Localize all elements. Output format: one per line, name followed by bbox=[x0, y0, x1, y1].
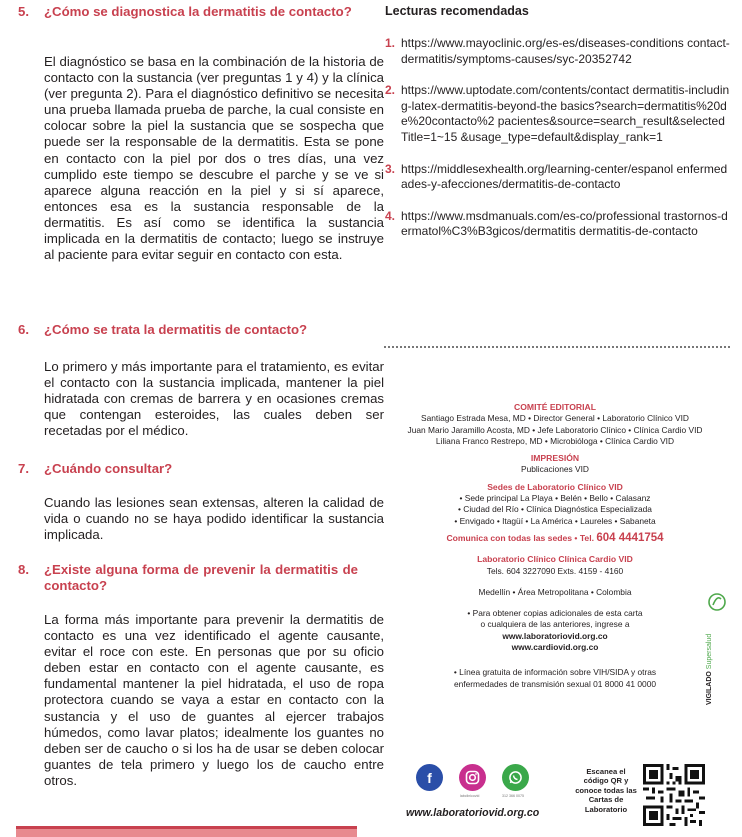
copies-line: o cualquiera de las anteriores, ingrese a bbox=[480, 619, 630, 630]
reference-item[interactable] bbox=[385, 162, 730, 193]
question-title: ¿Cómo se diagnostica la dermatitis de contacto? bbox=[44, 4, 352, 19]
sedes-line: • Ciudad del Río • Clínica Diagnóstica Especializada bbox=[458, 504, 652, 515]
sedes-heading: Sedes de Laboratorio Clínico VID bbox=[487, 481, 623, 492]
reference-item[interactable] bbox=[385, 209, 730, 240]
whatsapp-number: 312 366 0075 bbox=[502, 794, 524, 798]
supersalud-label: Supersalud bbox=[706, 633, 713, 670]
question-7 bbox=[18, 461, 358, 477]
question-title: ¿Existe alguna forma de prevenir la dermatitis de contacto? bbox=[44, 562, 358, 593]
location: Medellín • Área Metropolitana • Colombia bbox=[478, 586, 632, 597]
website-link[interactable]: www.cardiovid.org.co bbox=[511, 642, 599, 653]
question-number: 5. bbox=[18, 4, 29, 19]
editorial-line: Liliana Franco Restrepo, MD • Microbióloga • Clínica Cardio VID bbox=[435, 435, 675, 446]
reference-link[interactable]: https://middlesexhealth.org/learning-center/espanol enfermedades-y-afecciones/dermatitis-de-contacto bbox=[401, 161, 728, 192]
reference-number: 4. bbox=[385, 208, 396, 223]
answer-8: La forma más importante para prevenir la dermatitis de contacto es una vez identificado el agente causante, evitar el roce con este. En personas que por su oficio deben estar en contacto con el agente causante, es fundamental mantener la piel hidratada, el uso de ropa protectora cuando se vaya a estar en contacto con la sustancia y el uso de guantes al ejercer trabajos húmedos, como lavar platos; idealmente los guantes no deben ser de caucho o si los ha de usar se deben colocar guantes de tela primero y luego los de caucho entre otros. bbox=[44, 612, 384, 788]
vigilado-label: VIGILADO bbox=[706, 671, 713, 705]
phone-number[interactable]: 604 4441754 bbox=[596, 531, 664, 544]
question-number: 8. bbox=[18, 562, 29, 577]
reference-number: 3. bbox=[385, 161, 396, 176]
vigilado-supersalud bbox=[706, 634, 713, 705]
reference-link[interactable]: https://www.mayoclinic.org/es-es/diseases-conditions contact-dermatitis/symptoms-causes/syc-20352742 bbox=[401, 36, 730, 66]
copies-line: • Para obtener copias adicionales de esta carta bbox=[467, 608, 643, 619]
phone-prefix: Comunica con todas las sedes • Tel. bbox=[446, 532, 594, 543]
website-link[interactable]: www.laboratoriovid.org.co bbox=[502, 630, 608, 641]
print-value: Publicaciones VID bbox=[521, 464, 589, 475]
qr-caption: Escanea el código QR y conoce todas las Cartas de Laboratorio bbox=[575, 767, 637, 814]
qr-code-icon[interactable] bbox=[643, 764, 705, 826]
answer-7: Cuando las lesiones sean extensas, alteren la calidad de vida o cuando no se haya podido identificar la sustancia implicada. bbox=[44, 495, 384, 543]
print-heading: IMPRESIÓN bbox=[530, 453, 580, 464]
hotline-line: enfermedades de transmisión sexual 01 8000 41 0000 bbox=[453, 678, 657, 689]
references-section bbox=[385, 4, 730, 256]
facebook-icon[interactable]: f bbox=[416, 764, 443, 791]
answer-6: Lo primero y más importante para el tratamiento, es evitar el contacto con la sustancia implicada, mantener la piel hidratada con cremas de barrera y en ocasiones cremas que contengan esteroides, las cuales deben ser recetadas por el médico. bbox=[44, 359, 384, 439]
dotted-divider bbox=[384, 346, 730, 348]
footer-website[interactable]: www.laboratoriovid.org.co bbox=[406, 807, 540, 819]
reference-link[interactable]: https://www.msdmanuals.com/es-co/professional trastornos-dermatol%C3%B3gicos/dermatitis dermatitis-de-contacto bbox=[401, 208, 728, 239]
reference-item[interactable] bbox=[385, 83, 730, 145]
social-links bbox=[412, 764, 557, 798]
editorial-line: Santiago Estrada Mesa, MD • Director General • Laboratorio Clínico VID bbox=[421, 413, 689, 424]
question-5 bbox=[18, 4, 358, 20]
reference-number: 2. bbox=[385, 83, 396, 98]
editorial-heading: COMITÉ EDITORIAL bbox=[514, 402, 596, 412]
phone-line bbox=[395, 533, 715, 544]
sedes-line: • Envigado • Itagüí • La América • Laureles • Sabaneta bbox=[454, 515, 656, 526]
question-number: 7. bbox=[18, 461, 29, 476]
references-heading: Lecturas recomendadas bbox=[385, 4, 529, 18]
question-6 bbox=[18, 322, 358, 338]
sedes-line: • Sede principal La Playa • Belén • Bello • Calasanz bbox=[459, 493, 651, 504]
bottom-accent-bar bbox=[16, 826, 357, 837]
lab-heading: Laboratorio Clínico Clínica Cardio VID bbox=[477, 554, 633, 565]
editorial-credits bbox=[395, 402, 715, 690]
question-number: 6. bbox=[18, 322, 29, 337]
reference-number: 1. bbox=[385, 36, 396, 50]
reference-link[interactable]: https://www.uptodate.com/contents/contact dermatitis-including-latex-dermatitis-beyond-the basics?search=dermatitis%20de%20contacto%2 pacientes&source=search_result&selectedTitle=1~15 &usage_type=default&display_rank=1 bbox=[401, 83, 730, 144]
hotline-line: • Línea gratuita de información sobre VIH/SIDA y otras bbox=[453, 667, 657, 678]
question-title: ¿Cómo se trata la dermatitis de contacto? bbox=[44, 322, 308, 337]
lab-phone: Tels. 604 3227090 Exts. 4159 - 4160 bbox=[486, 565, 624, 576]
reference-item[interactable] bbox=[385, 36, 730, 67]
question-title: ¿Cuándo consultar? bbox=[44, 461, 173, 476]
facebook-handle: labclinicovid bbox=[460, 794, 480, 798]
answer-5: El diagnóstico se basa en la combinación de la historia de contacto con la sustancia (ver preguntas 1 y 4) y la clínica (ver pregunta 2). Para el diagnóstico definitivo se necesita una prueba llamada prueba de parche, la cual consiste en colocar sobre la piel la sustancia que se sospecha que puede ser la responsable de la dermatitis. Esta se pone en contacto con la piel por dos o tres días, una vez cumplido este tiempo se descubre el parche y se ve si aparece alguna reacción en la piel y si sí aparece, entonces esa es la sustancia responsable de la dermatitis. Es así como se identifica la sustancia implicada en la dermatitis de contacto; luego se instruye al paciente para evitar seguir en contacto con esta. bbox=[44, 54, 384, 263]
instagram-icon[interactable] bbox=[459, 764, 486, 791]
editorial-line: Juan Mario Jaramillo Acosta, MD • Jefe Laboratorio Clínico • Clínica Cardio VID bbox=[407, 424, 703, 435]
whatsapp-icon[interactable] bbox=[502, 764, 529, 791]
question-8 bbox=[18, 562, 358, 594]
